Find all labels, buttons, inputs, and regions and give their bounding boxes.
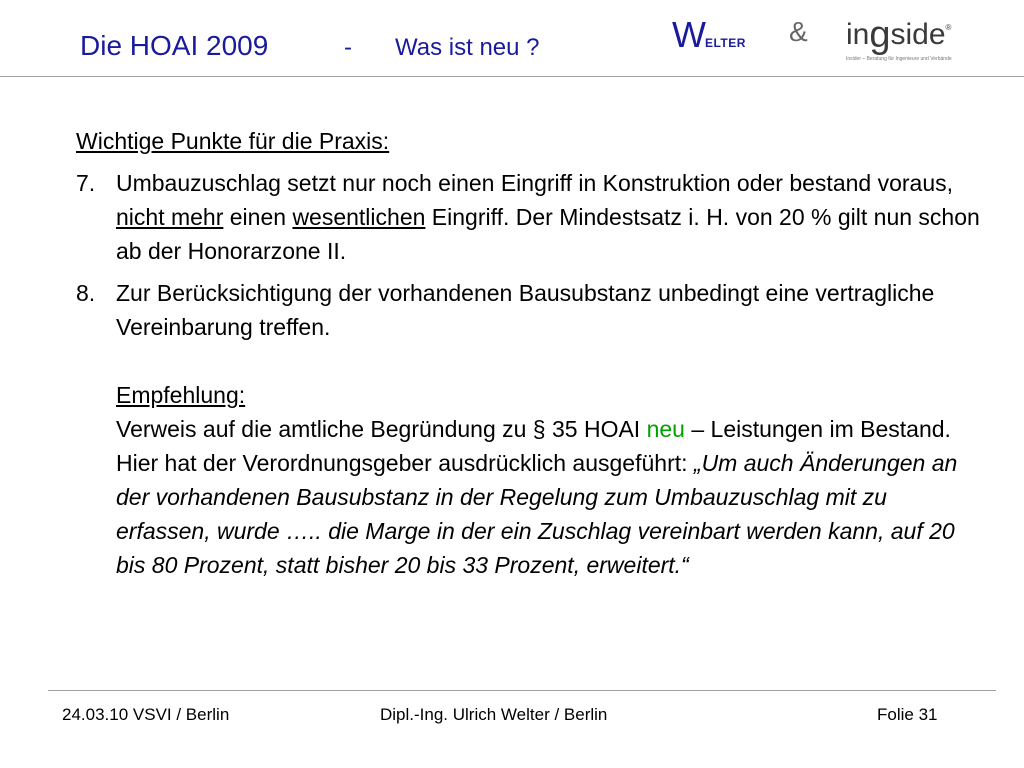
ingside-logo-registered: ®	[945, 23, 952, 32]
footer-divider	[48, 690, 996, 691]
list-item-7	[76, 166, 986, 268]
footer-date-location: 24.03.10 VSVI / Berlin	[62, 705, 230, 724]
section-heading: Wichtige Punkte für die Praxis:	[76, 128, 390, 154]
slide-content	[76, 124, 986, 590]
item7-text-3: Eingriff. Der Mindestsatz i. H. von 20 % gilt nun schon ab der Honorarzone II.	[116, 204, 980, 264]
ingside-tagline: Insider – Beratung für Ingenieure und Verbände	[846, 56, 952, 62]
ingside-logo	[846, 14, 951, 57]
ingside-logo-part2: side	[890, 18, 946, 51]
header-title: Die HOAI 2009	[80, 30, 269, 61]
item7-text-1: Umbauzuschlag setzt nur noch einen Eingriff in Konstruktion oder bestand voraus,	[116, 170, 954, 196]
logo-ampersand: &	[789, 16, 808, 47]
ingside-logo-part1: in	[846, 18, 870, 51]
welter-logo-rest: ELTER	[704, 36, 746, 50]
list-number: 8.	[76, 280, 96, 306]
ingside-logo-g: g	[869, 14, 891, 56]
header-divider	[0, 76, 1024, 77]
list-item-8	[76, 276, 986, 582]
item7-underline-1: nicht mehr	[116, 204, 224, 230]
item7-text-2: einen	[223, 204, 293, 230]
item7-underline-2: wesentlichen	[292, 204, 426, 230]
reference-text-1: Verweis auf die amtliche Begründung zu § 35 HOAI	[116, 416, 647, 442]
footer-author: Dipl.-Ing. Ulrich Welter / Berlin	[380, 705, 608, 724]
header-subtitle: Was ist neu ?	[395, 34, 540, 61]
recommendation-reference	[116, 412, 986, 446]
header-dash: -	[344, 34, 352, 61]
welter-logo-initial: W	[672, 14, 706, 55]
item8-text: Zur Berücksichtigung der vorhandenen Bausubstanz unbedingt eine vertragliche Vereinbarung treffen.	[116, 280, 935, 340]
reference-text-2: – Leistungen im Bestand.	[684, 416, 951, 442]
quote-text: „Um auch Änderungen an der vorhandenen Bausubstanz in der Regelung zum Umbauzuschlag mit zu erfassen, wurde ….. die Marge in der ein Zuschlag vereinbart werden kann, auf 20 bis 80 Prozent, statt bisher 20 bis 33 Prozent, erweitert.“	[116, 450, 958, 578]
recommendation-quote-block	[116, 446, 986, 582]
recommendation-label: Empfehlung:	[116, 382, 246, 408]
spacer	[116, 344, 986, 378]
quote-intro: Hier hat der Verordnungsgeber ausdrücklich ausgeführt:	[116, 450, 694, 476]
welter-logo	[672, 14, 746, 56]
list-number: 7.	[76, 170, 96, 196]
neu-highlight: neu	[646, 416, 685, 442]
footer-slide-number: Folie 31	[877, 705, 938, 724]
